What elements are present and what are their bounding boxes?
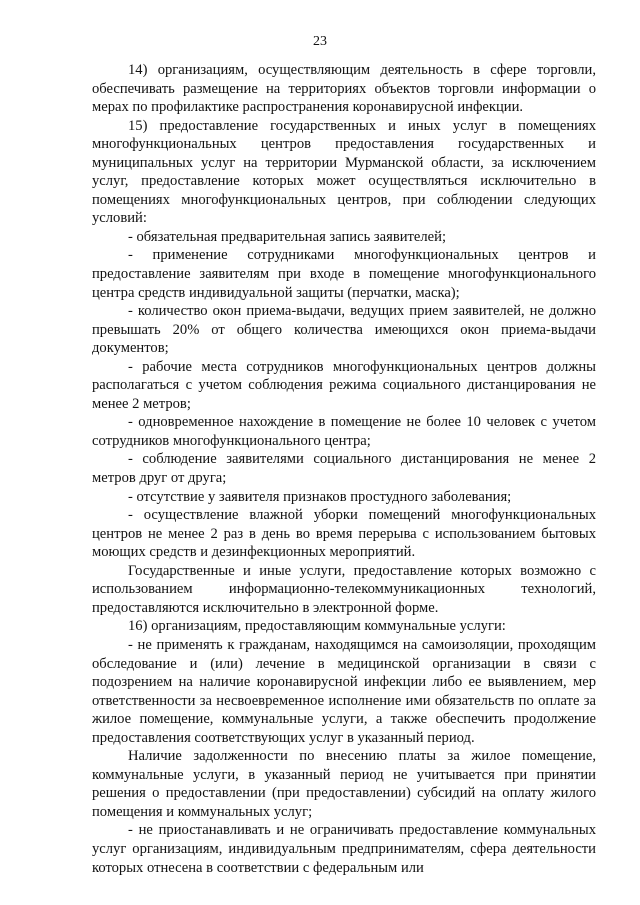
paragraph-item-14: 14) организациям, осуществляющим деятельность в сфере торговли, обеспечивать размещение на территориях объектов торговли информации о мерах по профилактике распространения коронавирусной инфекции. [92,62,596,116]
paragraph-electronic-services: Государственные и иные услуги, предоставление которых возможно с использованием информационно-телекоммуникационных технологий, предоставляются исключительно в электронной форме. [92,562,596,616]
condition-window-count: - количество окон приема-выдачи, ведущих прием заявителей, не должно превышать 20% от общего количества имеющихся окон приема-выдачи документов; [92,303,596,357]
condition-no-symptoms: - отсутствие у заявителя признаков простудного заболевания; [128,488,512,505]
paragraph-no-suspension: - не приостанавливать и не ограничивать предоставление коммунальных услуг организациям, индивидуальным предпринимателям, сфера деятельности которых отнесена в соответствии с федеральным или [92,822,596,876]
paragraph-no-penalties: - не применять к гражданам, находящимся на самоизоляции, проходящим обследование и (или) лечение в медицинской организации в связи с подозрением на наличие коронавирусной инфекции либо ее выявлением, мер ответственности за несвоевременное исполнение ими обязательств по оплате за жилое помещение, коммунальные услуги, а также обеспечить продолжение предоставления соответствующих услуг в указанный период. [92,636,596,746]
condition-prior-appointment: - обязательная предварительная запись заявителей; [128,228,447,245]
condition-protective-equipment: - применение сотрудниками многофункциональных центров и предоставление заявителям при входе в помещение многофункционального центра средств индивидуальной защиты (перчатки, маска); [92,247,596,301]
condition-workplace-distance: - рабочие места сотрудников многофункциональных центров должны располагаться с учетом соблюдения режима социального дистанцирования не менее 2 метров; [92,358,596,412]
paragraph-debt-subsidies: Наличие задолженности по внесению платы за жилое помещение, коммунальные услуги, в указанный период не учитывается при принятии решения о предоставлении (при предоставлении) субсидий на оплату жилого помещения и коммунальных услуг; [92,748,596,820]
condition-occupancy-limit: - одновременное нахождение в помещение не более 10 человек с учетом сотрудников многофункционального центра; [92,414,596,449]
condition-social-distancing: - соблюдение заявителями социального дистанцирования не менее 2 метров друг от друга; [92,451,596,487]
paragraph-item-16: 16) организациям, предоставляющим коммунальные услуги: [128,618,506,635]
document-body [92,61,596,877]
page-number: 23 [313,34,327,49]
paragraph-item-15: 15) предоставление государственных и иных услуг в помещениях многофункциональных центров предоставления государственных и муниципальных услуг на территории Мурманской области, за исключением услуг, предоставление которых может осуществляться исключительно в помещениях многофункциональных центров, при соблюдении следующих условий: [92,117,596,227]
condition-wet-cleaning: - осуществление влажной уборки помещений многофункциональных центров не менее 2 раз в день во время перерыва с использованием бытовых моющих средств и дезинфекционных мероприятий. [92,507,596,561]
